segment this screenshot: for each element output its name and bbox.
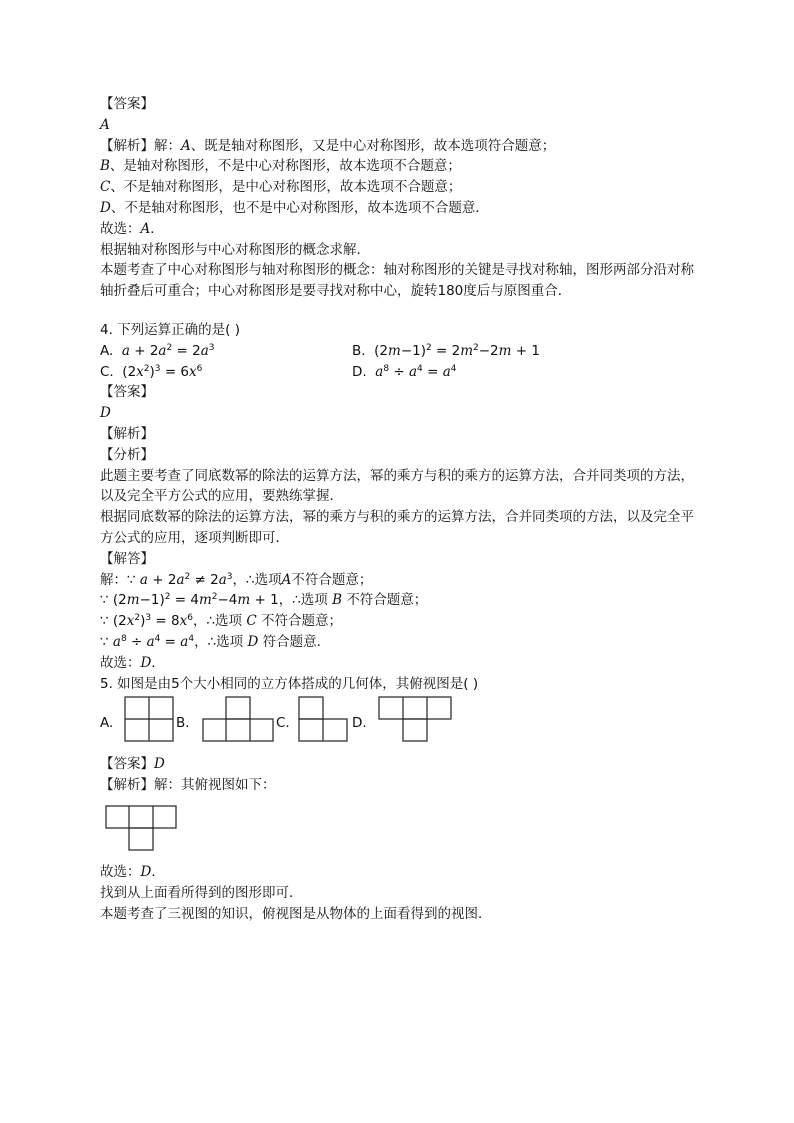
q3-analysis-line-a: 【解析】解：A、既是轴对称图形，又是中心对称图形，故本选项符合题意； (100, 137, 556, 154)
q4-choose: 故选：D． (100, 654, 165, 671)
q4-step-b: ∵ $(2m-1)^2 = 4m^2-4m + 1$，∴选项 B 不符合题意； (100, 592, 428, 609)
q5-option-c-label: C. (276, 715, 290, 732)
q4-option-a: A. $a + 2a^2 = 2a^3$ (100, 342, 215, 359)
q4-step-a: 解：∵ $a + 2a^2 \ne 2a^3$，∴选项A不符合题意； (100, 571, 373, 588)
q3-analysis-line-b: B、是轴对称图形，不是中心对称图形，故本选项不合题意； (100, 158, 461, 175)
q5-option-c-figure (298, 696, 348, 742)
document-page (100, 94, 720, 924)
q5-option-b-label: B. (176, 715, 190, 732)
q3-analysis-line-d: D、不是轴对称图形，也不是中心对称图形，故本选项不合题意． (100, 199, 489, 216)
q3-summary-1: 本题考查了中心对称图形与轴对称图形的概念：轴对称图形的关键是寻找对称轴，图形两部分沿对称 (100, 262, 694, 279)
q3-analysis-line-c: C、不是轴对称图形，是中心对称图形，故本选项不合题意； (100, 179, 462, 196)
q4-fenxi-2: 以及完全平方公式的应用，要熟练掌握． (100, 488, 343, 505)
q3-analysis-tag: 【解析】 (100, 137, 154, 154)
q5-answer: D (154, 756, 165, 773)
q5-summary: 本题考查了三视图的知识，俯视图是从物体的上面看得到的视图． (100, 905, 492, 922)
q4-option-b: B. $(2m-1)^2 = 2m^2-2m + 1$ (352, 342, 540, 359)
q4-step-d: ∵ $a^8 \div a^4 = a^4$，∴选项 D 符合题意． (100, 633, 331, 650)
q5-answer-line: 【答案】D (100, 756, 165, 773)
q5-option-d-label: D. (352, 715, 367, 732)
q4-options-row-2 (100, 362, 720, 383)
q4-option-d: D. $a^8 \div a^4 = a^4$ (352, 363, 457, 380)
q3-summary-2: 轴折叠后可重合；中心对称图形是要寻找对称中心，旋转180度后与原图重合． (100, 283, 572, 300)
q4-option-c: C. $(2x^2)^3 = 6x^6$ (100, 363, 203, 380)
q4-analysis-tag: 【解析】 (100, 425, 154, 442)
q4-fenxi-3: 根据同底数幂的除法的运算方法，幂的乘方与积的乘方的运算方法，合并同类项的方法，以及完全平 (100, 509, 694, 526)
q4-answer-tag: 【答案】 (100, 384, 154, 401)
q5-options-row (100, 696, 720, 754)
q5-option-a-figure (124, 696, 174, 742)
q5-option-b-figure (202, 696, 274, 742)
q4-answer: D (100, 405, 111, 422)
q5-choose: 故选：D． (100, 863, 165, 880)
q5-analysis-line: 【解析】解：其俯视图如下： (100, 777, 276, 794)
q4-jieda-tag: 【解答】 (100, 550, 154, 567)
q5-stem: 5. 如图是由5个大小相同的立方体搭成的几何体，其俯视图是( ) (100, 675, 479, 692)
q4-fenxi-tag: 【分析】 (100, 446, 154, 463)
q3-answer: A (100, 116, 110, 133)
q4-options-row-1 (100, 341, 720, 362)
q3-answer-tag: 【答案】 (100, 96, 154, 112)
q5-top-view-figure (102, 804, 720, 856)
q5-option-a-label: A. (100, 715, 114, 732)
q3-choose: 故选：A． (100, 220, 164, 237)
q4-step-c: ∵ $(2x^2)^3 = 8x^6$，∴选项 C 不符合题意； (100, 613, 342, 630)
q4-stem: 4. 下列运算正确的是( ) (100, 321, 240, 338)
q4-fenxi-4: 方公式的应用，逐项判断即可． (100, 529, 289, 546)
q5-top-view-drawing (102, 804, 180, 854)
q4-fenxi-1: 此题主要考查了同底数幂的除法的运算方法，幂的乘方与积的乘方的运算方法，合并同类项的方法， (100, 467, 694, 484)
q3-method: 根据轴对称图形与中心对称图形的概念求解． (100, 241, 370, 258)
q5-option-d-figure (378, 696, 452, 742)
q5-method: 找到从上面看所得到的图形即可． (100, 884, 303, 901)
